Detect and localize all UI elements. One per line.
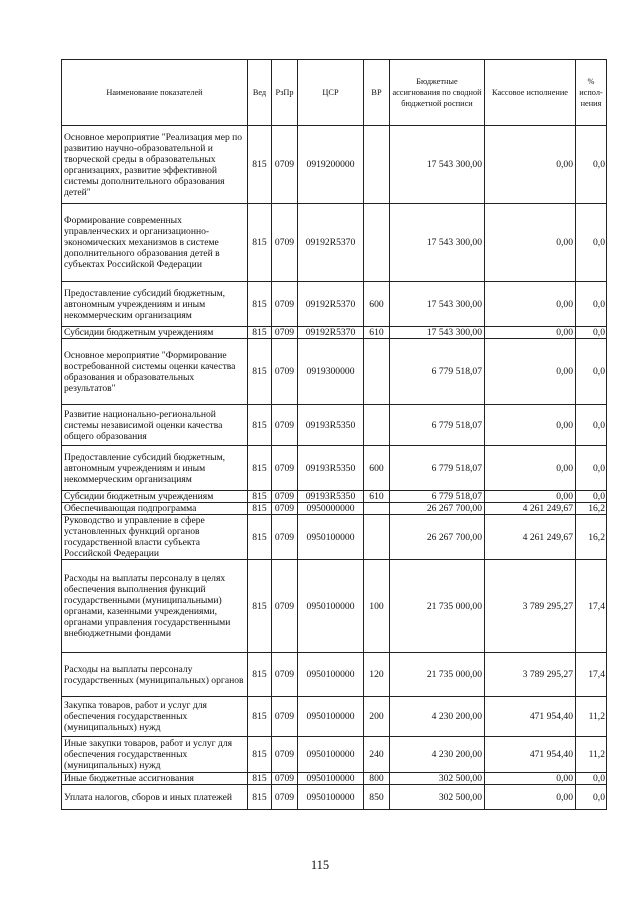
cell-ved: 815 (248, 697, 272, 737)
cell-cash: 0,00 (485, 339, 576, 405)
cell-ved: 815 (248, 737, 272, 773)
table-row (62, 491, 607, 503)
table-row (62, 339, 607, 405)
cell-budget: 26 267 700,00 (390, 515, 485, 560)
cell-rzpr: 0709 (272, 339, 298, 405)
header-vr: ВР (364, 60, 390, 126)
cell-name: Развитие национально-региональной системы независимой оценки качества общего образования (62, 405, 248, 446)
cell-cash: 471 954,40 (485, 737, 576, 773)
cell-rzpr: 0709 (272, 327, 298, 339)
cell-vr: 240 (364, 737, 390, 773)
cell-name: Уплата налогов, сборов и иных платежей (62, 785, 248, 810)
cell-pct: 17,4 (576, 560, 607, 653)
header-rzpr: РзПр (272, 60, 298, 126)
cell-name: Основное мероприятие "Реализация мер по развитию научно-образовательной и творческой среды в образовательных организациях, развитие эффективной системы дополнительного образования детей" (62, 126, 248, 204)
table-row (62, 405, 607, 446)
cell-csr: 0950100000 (298, 560, 364, 653)
table-row (62, 503, 607, 515)
cell-ved: 815 (248, 204, 272, 282)
cell-cash: 3 789 295,27 (485, 560, 576, 653)
cell-csr: 0950100000 (298, 697, 364, 737)
cell-pct: 0,0 (576, 405, 607, 446)
cell-ved: 815 (248, 126, 272, 204)
cell-pct: 11,2 (576, 697, 607, 737)
table-body (62, 126, 607, 810)
cell-rzpr: 0709 (272, 773, 298, 785)
cell-name: Руководство и управление в сфере установленных функций органов государственной власти субъекта Российской Федерации (62, 515, 248, 560)
cell-cash: 0,00 (485, 327, 576, 339)
cell-vr: 610 (364, 327, 390, 339)
cell-vr: 120 (364, 653, 390, 697)
cell-budget: 17 543 300,00 (390, 204, 485, 282)
cell-ved: 815 (248, 446, 272, 491)
cell-pct: 0,0 (576, 785, 607, 810)
cell-name: Основное мероприятие "Формирование востребованной системы оценки качества образования и образовательных результатов" (62, 339, 248, 405)
cell-ved: 815 (248, 773, 272, 785)
cell-csr: 0950100000 (298, 737, 364, 773)
cell-pct: 0,0 (576, 282, 607, 327)
cell-cash: 0,00 (485, 282, 576, 327)
cell-name: Субсидии бюджетным учреждениям (62, 491, 248, 503)
cell-pct: 16,2 (576, 503, 607, 515)
cell-cash: 0,00 (485, 773, 576, 785)
cell-budget: 6 779 518,07 (390, 339, 485, 405)
table-row (62, 515, 607, 560)
cell-budget: 4 230 200,00 (390, 737, 485, 773)
cell-rzpr: 0709 (272, 503, 298, 515)
cell-pct: 0,0 (576, 339, 607, 405)
table-header-row (62, 60, 607, 126)
cell-rzpr: 0709 (272, 515, 298, 560)
table-row (62, 785, 607, 810)
header-pct: % испол-нения (576, 60, 607, 126)
cell-cash: 0,00 (485, 446, 576, 491)
cell-ved: 815 (248, 653, 272, 697)
cell-budget: 302 500,00 (390, 773, 485, 785)
cell-budget: 302 500,00 (390, 785, 485, 810)
cell-ved: 815 (248, 405, 272, 446)
cell-vr: 800 (364, 773, 390, 785)
cell-vr (364, 339, 390, 405)
table-row (62, 282, 607, 327)
cell-vr (364, 515, 390, 560)
cell-pct: 0,0 (576, 491, 607, 503)
cell-budget: 6 779 518,07 (390, 405, 485, 446)
table-row (62, 204, 607, 282)
cell-budget: 6 779 518,07 (390, 446, 485, 491)
cell-cash: 0,00 (485, 405, 576, 446)
cell-pct: 17,4 (576, 653, 607, 697)
header-ved: Вед (248, 60, 272, 126)
cell-csr: 0950100000 (298, 785, 364, 810)
cell-vr: 600 (364, 282, 390, 327)
cell-csr: 0919200000 (298, 126, 364, 204)
cell-ved: 815 (248, 282, 272, 327)
cell-pct: 0,0 (576, 126, 607, 204)
cell-name: Предоставление субсидий бюджетным, автономным учреждениям и иным некоммерческим организациям (62, 282, 248, 327)
cell-rzpr: 0709 (272, 697, 298, 737)
cell-csr: 09193R5350 (298, 446, 364, 491)
cell-csr: 09193R5350 (298, 405, 364, 446)
table-row (62, 446, 607, 491)
cell-rzpr: 0709 (272, 653, 298, 697)
cell-vr (364, 503, 390, 515)
cell-csr: 09192R5370 (298, 282, 364, 327)
header-cash: Кассовое исполнение (485, 60, 576, 126)
cell-csr: 09193R5350 (298, 491, 364, 503)
header-name: Наименование показателей (62, 60, 248, 126)
cell-rzpr: 0709 (272, 204, 298, 282)
cell-pct: 0,0 (576, 446, 607, 491)
cell-cash: 3 789 295,27 (485, 653, 576, 697)
cell-name: Иные бюджетные ассигнования (62, 773, 248, 785)
cell-ved: 815 (248, 491, 272, 503)
cell-name: Иные закупки товаров, работ и услуг для обеспечения государственных (муниципальных) нужд (62, 737, 248, 773)
cell-cash: 4 261 249,67 (485, 503, 576, 515)
cell-pct: 16,2 (576, 515, 607, 560)
cell-budget: 21 735 000,00 (390, 560, 485, 653)
cell-csr: 0950100000 (298, 653, 364, 697)
cell-vr: 200 (364, 697, 390, 737)
cell-pct: 0,0 (576, 773, 607, 785)
cell-cash: 0,00 (485, 126, 576, 204)
cell-cash: 0,00 (485, 491, 576, 503)
table-row (62, 773, 607, 785)
cell-pct: 0,0 (576, 204, 607, 282)
cell-vr: 610 (364, 491, 390, 503)
cell-rzpr: 0709 (272, 405, 298, 446)
cell-rzpr: 0709 (272, 737, 298, 773)
cell-name: Расходы на выплаты персоналу государственных (муниципальных) органов (62, 653, 248, 697)
cell-csr: 0950000000 (298, 503, 364, 515)
page-number: 115 (310, 858, 330, 872)
cell-cash: 0,00 (485, 785, 576, 810)
header-csr: ЦСР (298, 60, 364, 126)
budget-table (61, 59, 607, 810)
header-budget: Бюджетные ассигнования по сводной бюджетной росписи (390, 60, 485, 126)
cell-name: Обеспечивающая подпрограмма (62, 503, 248, 515)
cell-budget: 4 230 200,00 (390, 697, 485, 737)
cell-rzpr: 0709 (272, 126, 298, 204)
cell-csr: 09192R5370 (298, 327, 364, 339)
cell-ved: 815 (248, 339, 272, 405)
table-row (62, 653, 607, 697)
table-row (62, 126, 607, 204)
budget-sheet (61, 59, 607, 810)
table-row (62, 327, 607, 339)
cell-rzpr: 0709 (272, 785, 298, 810)
cell-name: Закупка товаров, работ и услуг для обеспечения государственных (муниципальных) нужд (62, 697, 248, 737)
cell-ved: 815 (248, 503, 272, 515)
cell-rzpr: 0709 (272, 491, 298, 503)
table-row (62, 737, 607, 773)
cell-cash: 4 261 249,67 (485, 515, 576, 560)
cell-cash: 0,00 (485, 204, 576, 282)
cell-budget: 6 779 518,07 (390, 491, 485, 503)
cell-vr: 100 (364, 560, 390, 653)
cell-name: Расходы на выплаты персоналу в целях обеспечения выполнения функций государственными (муниципальными) органами, казенными учреждениями, органами управления государственными внебюджетными фондами (62, 560, 248, 653)
cell-pct: 11,2 (576, 737, 607, 773)
cell-vr (364, 204, 390, 282)
cell-csr: 0919300000 (298, 339, 364, 405)
table-row (62, 697, 607, 737)
cell-vr: 850 (364, 785, 390, 810)
cell-ved: 815 (248, 327, 272, 339)
cell-ved: 815 (248, 785, 272, 810)
cell-rzpr: 0709 (272, 560, 298, 653)
cell-vr: 600 (364, 446, 390, 491)
cell-name: Формирование современных управленческих и организационно-экономических механизмов в системе дополнительного образования детей в субъектах Российской Федерации (62, 204, 248, 282)
cell-budget: 17 543 300,00 (390, 282, 485, 327)
cell-cash: 471 954,40 (485, 697, 576, 737)
table-row (62, 560, 607, 653)
cell-name: Предоставление субсидий бюджетным, автономным учреждениям и иным некоммерческим организациям (62, 446, 248, 491)
cell-csr: 0950100000 (298, 515, 364, 560)
cell-csr: 0950100000 (298, 773, 364, 785)
cell-budget: 21 735 000,00 (390, 653, 485, 697)
cell-ved: 815 (248, 515, 272, 560)
cell-vr (364, 126, 390, 204)
cell-vr (364, 405, 390, 446)
cell-ved: 815 (248, 560, 272, 653)
cell-name: Субсидии бюджетным учреждениям (62, 327, 248, 339)
cell-rzpr: 0709 (272, 282, 298, 327)
cell-pct: 0,0 (576, 327, 607, 339)
cell-csr: 09192R5370 (298, 204, 364, 282)
cell-budget: 26 267 700,00 (390, 503, 485, 515)
cell-rzpr: 0709 (272, 446, 298, 491)
cell-budget: 17 543 300,00 (390, 327, 485, 339)
cell-budget: 17 543 300,00 (390, 126, 485, 204)
